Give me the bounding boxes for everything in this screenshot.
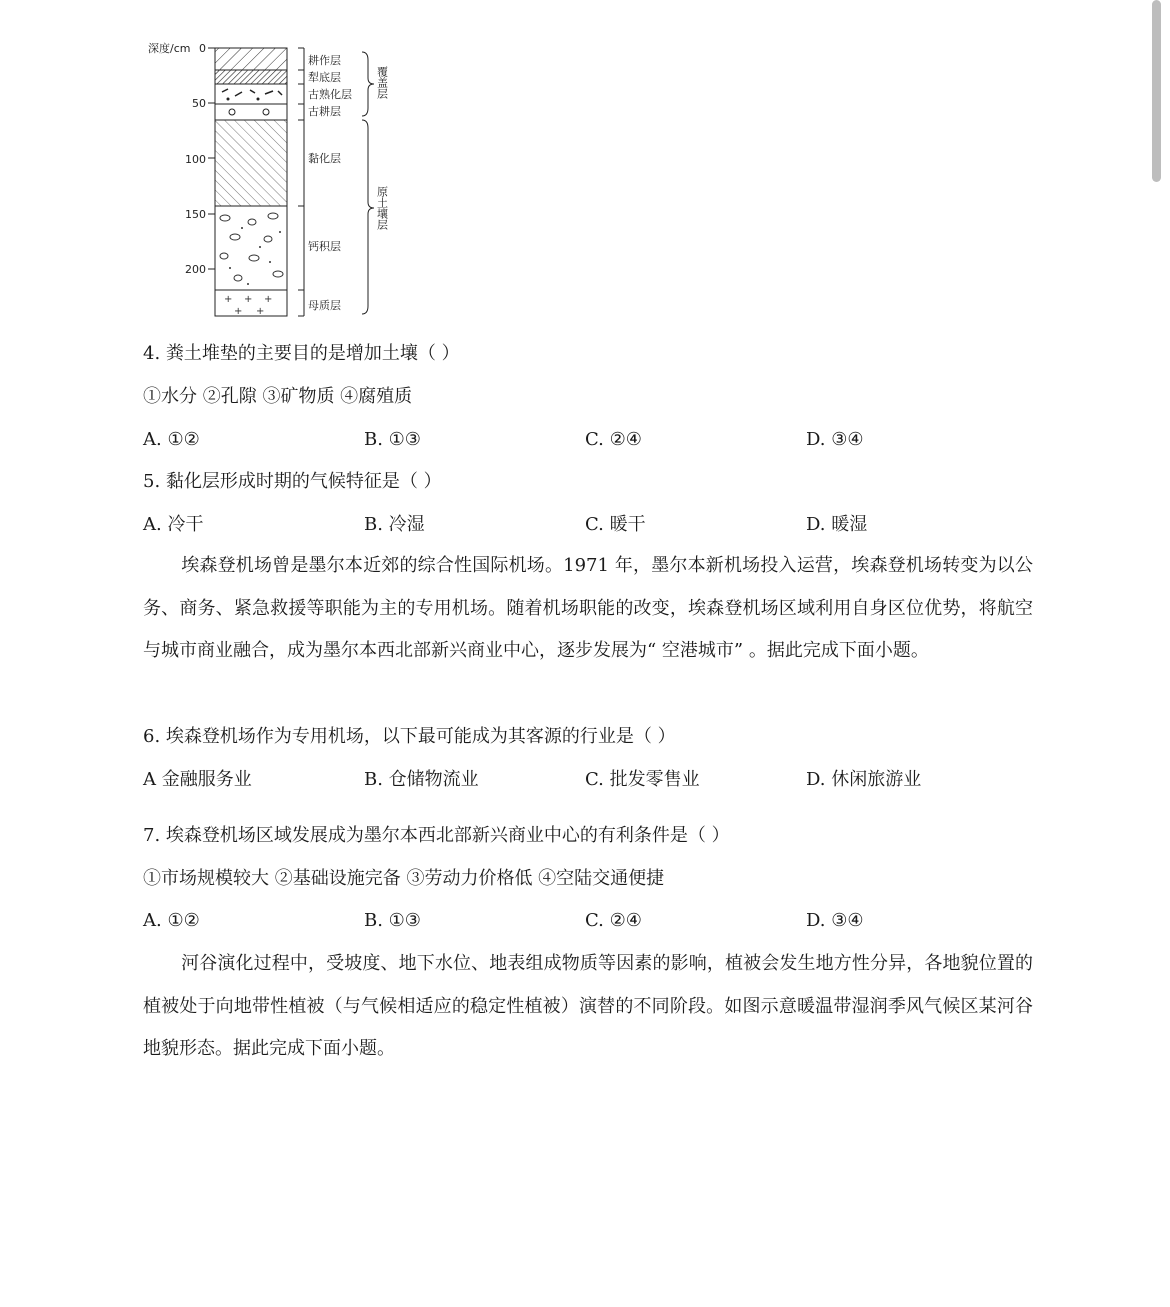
passage-airport xyxy=(143,545,1033,673)
group-label-cover: 覆盖层 xyxy=(375,66,389,99)
q5-option-b: B. 冷湿 xyxy=(364,514,425,535)
q6-option-a: A 金融服务业 xyxy=(143,769,252,790)
q5-stem: 5. 黏化层形成时期的气候特征是（ ） xyxy=(143,471,442,492)
layer-label-gaiji: 钙积层 xyxy=(308,240,341,253)
q4-items: ①水分 ②孔隙 ③矿物质 ④腐殖质 xyxy=(143,386,413,407)
q5-option-d: D. 暖湿 xyxy=(806,514,868,535)
q6-stem: 6. 埃森登机场作为专用机场，以下最可能成为其客源的行业是（ ） xyxy=(143,726,676,747)
layer-label-gengzuo: 耕作层 xyxy=(308,54,341,67)
q4-option-a: A. ①② xyxy=(143,429,200,450)
q6-option-d: D. 休闲旅游业 xyxy=(806,769,922,790)
passage-valley-text: 河谷演化过程中，受坡度、地下水位、地表组成物质等因素的影响，植被会发生地方性分异，各地貌位置的植被处于向地带性植被（与气候相适应的稳定性植被）演替的不同阶段。如图示意暖温带湿润季风气候区某河谷地貌形态。据此完成下面小题。 xyxy=(143,953,1033,1059)
layer-label-lidi: 犁底层 xyxy=(308,71,341,84)
q4-option-b: B. ①③ xyxy=(364,429,421,450)
tick-0: 0 xyxy=(199,42,206,55)
soil-profile-figure xyxy=(140,36,400,326)
layer-label-muzhi: 母质层 xyxy=(308,299,341,312)
layer-label-gushuhua: 古熟化层 xyxy=(308,88,352,101)
q7-option-b: B. ①③ xyxy=(364,910,421,931)
svg-text:+: + xyxy=(234,306,243,317)
passage-airport-text: 埃森登机场曾是墨尔本近郊的综合性国际机场。1971 年，墨尔本新机场投入运营，埃森登机场转变为以公务、商务、紧急救援等职能为主的专用机场。随着机场职能的改变，埃森登机场区域利用自身区位优势，将航空与城市商业融合，成为墨尔本西北部新兴商业中心，逐步发展为“ 空港城市” 。据此完成下面小题。 xyxy=(143,555,1033,661)
tick-200: 200 xyxy=(185,263,206,276)
q6-option-b: B. 仓储物流业 xyxy=(364,769,479,790)
q5-option-a: A. 冷干 xyxy=(143,514,204,535)
q7-option-c: C. ②④ xyxy=(585,910,642,931)
tick-150: 150 xyxy=(185,208,206,221)
tick-50: 50 xyxy=(192,97,206,110)
svg-text:+: + xyxy=(256,306,265,317)
q4-stem: 4. 粪土堆垫的主要目的是增加土壤（ ） xyxy=(143,343,460,364)
axis-label: 深度/cm xyxy=(148,42,191,55)
layer-label-nianhua: 黏化层 xyxy=(308,152,341,165)
q7-items: ①市场规模较大 ②基础设施完备 ③劳动力价格低 ④空陆交通便捷 xyxy=(143,868,665,889)
q6-option-c: C. 批发零售业 xyxy=(585,769,700,790)
scrollbar[interactable] xyxy=(1152,0,1161,182)
tick-100: 100 xyxy=(185,153,206,166)
group-label-original: 原土壤层 xyxy=(375,186,389,230)
svg-text:+: + xyxy=(244,294,253,305)
q7-option-d: D. ③④ xyxy=(806,910,864,931)
q4-option-c: C. ②④ xyxy=(585,429,642,450)
svg-text:+: + xyxy=(264,294,273,305)
q7-stem: 7. 埃森登机场区域发展成为墨尔本西北部新兴商业中心的有利条件是（ ） xyxy=(143,825,730,846)
q5-option-c: C. 暖干 xyxy=(585,514,646,535)
passage-valley xyxy=(143,943,1033,1071)
layer-label-gugeng: 古耕层 xyxy=(308,105,341,118)
q7-option-a: A. ①② xyxy=(143,910,200,931)
svg-text:+: + xyxy=(224,294,233,305)
q4-option-d: D. ③④ xyxy=(806,429,864,450)
